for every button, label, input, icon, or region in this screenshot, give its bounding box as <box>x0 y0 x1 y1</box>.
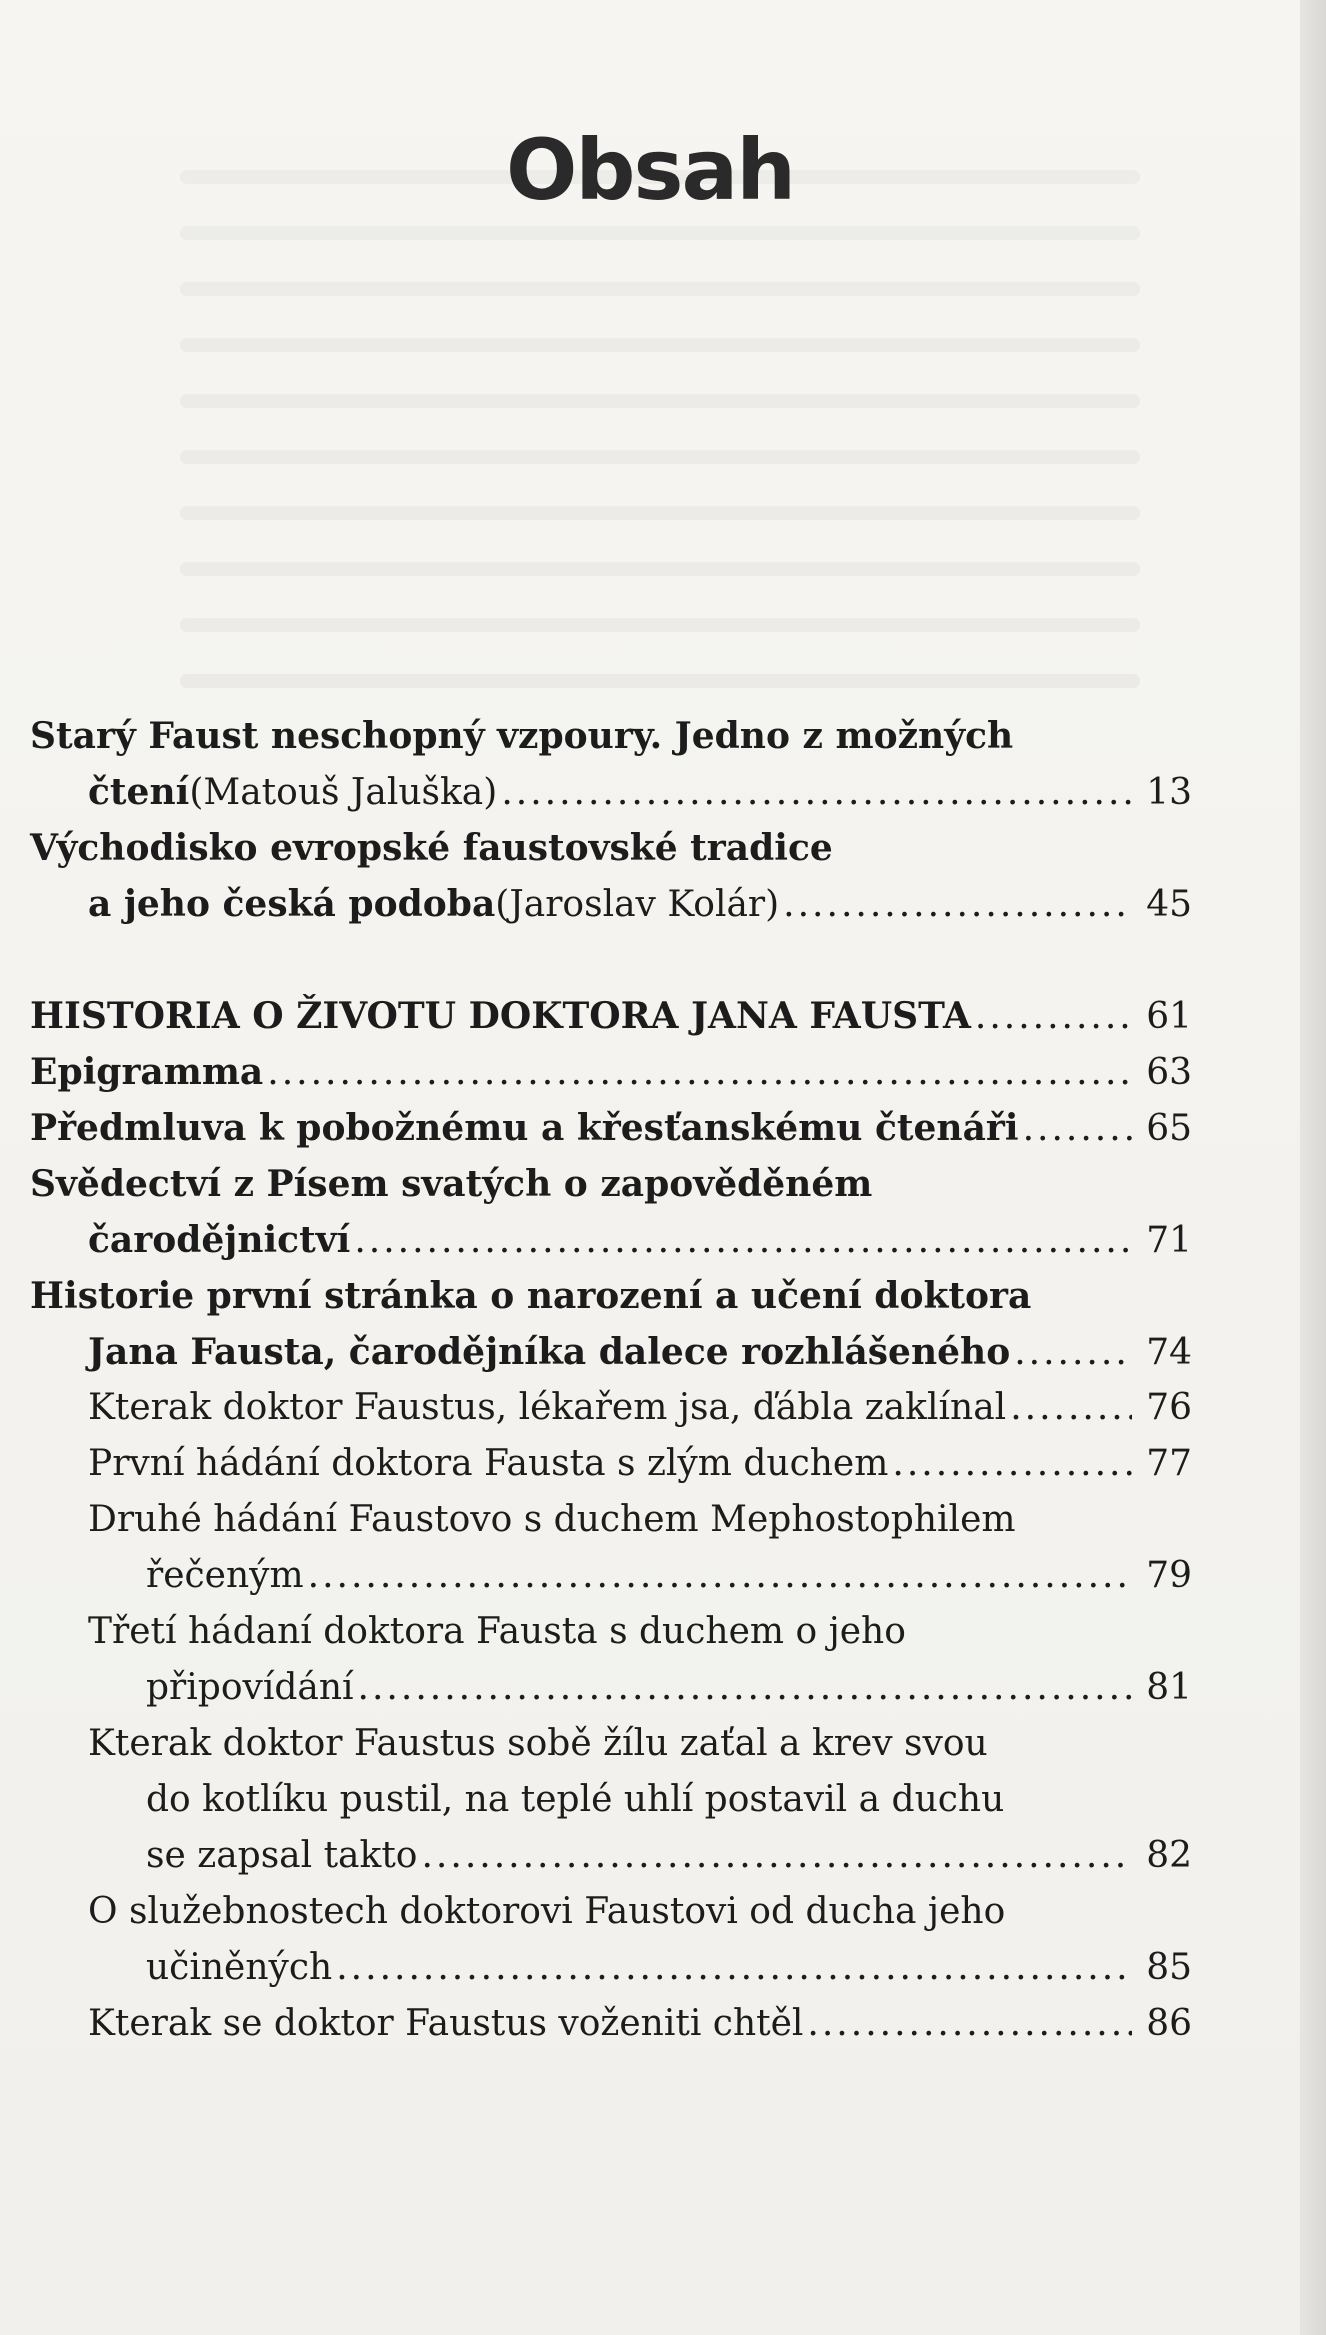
page-number: 79 <box>1146 1555 1192 1596</box>
entry-title: O služebnostech doktorovi Faustovi od ducha jeho <box>88 1891 1006 1932</box>
page-number: 65 <box>1146 1108 1192 1149</box>
page-number: 74 <box>1146 1332 1192 1373</box>
page-edge <box>1300 0 1326 2335</box>
entry-title: Kterak doktor Faustus sobě žílu zaťal a krev svou <box>88 1723 988 1764</box>
entry-title: čarodějnictví <box>88 1219 351 1261</box>
entry-title: Historie první stránka o narození a učení doktora <box>30 1275 1032 1317</box>
page-title: Obsah <box>505 121 795 219</box>
leader-dots <box>501 765 1132 821</box>
entry-title: čtení <box>88 771 190 813</box>
entry-title: Kterak se doktor Faustus voženiti chtěl <box>88 2003 804 2044</box>
entry-title: Třetí hádaní doktora Fausta s duchem o jeho <box>88 1611 906 1652</box>
leader-dots <box>1023 1101 1132 1157</box>
toc-subentry[interactable] <box>30 1604 1192 1716</box>
entry-title: První hádání doktora Fausta s zlým duchem <box>88 1443 889 1484</box>
entry-title: Kterak doktor Faustus, lékařem jsa, ďábla zaklínal <box>88 1387 1007 1428</box>
toc-entry[interactable] <box>30 1268 1192 1380</box>
table-of-contents <box>30 708 1192 2052</box>
page-number: 82 <box>1146 1835 1192 1876</box>
leader-dots <box>336 1940 1132 1996</box>
entry-title: Svědectví z Písem svatých o zapověděném <box>30 1163 873 1205</box>
leader-dots <box>421 1828 1132 1884</box>
leader-dots <box>892 1436 1132 1492</box>
section-gap <box>30 932 1192 988</box>
leader-dots <box>783 877 1132 933</box>
leader-dots <box>1010 1380 1132 1436</box>
entry-title: řečeným <box>146 1555 304 1596</box>
page-number: 63 <box>1146 1052 1192 1093</box>
leader-dots <box>308 1548 1132 1604</box>
entry-title: Jana Fausta, čarodějníka dalece rozhlášeného <box>88 1331 1011 1373</box>
page-number: 71 <box>1146 1220 1192 1261</box>
entry-title: Východisko evropské faustovské tradice <box>30 827 833 869</box>
entry-title: a jeho česká podoba <box>88 883 496 925</box>
entry-title: HISTORIA O ŽIVOTU DOKTORA JANA FAUSTA <box>30 995 971 1037</box>
leader-dots <box>267 1045 1132 1101</box>
page-number: 77 <box>1146 1443 1192 1484</box>
entry-title: připovídání <box>146 1667 354 1708</box>
page-number: 85 <box>1146 1947 1192 1988</box>
entry-title: učiněných <box>146 1947 333 1988</box>
entry-author: (Jaroslav Kolár) <box>495 884 780 925</box>
toc-entry[interactable] <box>30 820 1192 932</box>
leader-dots <box>354 1213 1132 1269</box>
entry-title: Předmluva k pobožnému a křesťanskému čtenáři <box>30 1107 1019 1149</box>
page-number: 81 <box>1146 1667 1192 1708</box>
entry-title: Druhé hádání Faustovo s duchem Mephostophilem <box>88 1499 1016 1540</box>
entry-title: Starý Faust neschopný vzpoury. Jedno z možných <box>30 715 1014 757</box>
entry-title: Epigramma <box>30 1051 264 1093</box>
leader-dots <box>807 1996 1132 2052</box>
toc-entry[interactable] <box>30 1044 1192 1100</box>
page-number: 45 <box>1146 884 1192 925</box>
toc-subentry[interactable] <box>30 1996 1192 2052</box>
entry-author: (Matouš Jaluška) <box>189 772 498 813</box>
leader-dots <box>975 989 1132 1045</box>
toc-subentry[interactable] <box>30 1380 1192 1436</box>
toc-subentry[interactable] <box>30 1436 1192 1492</box>
toc-entry[interactable] <box>30 708 1192 820</box>
toc-entry[interactable] <box>30 1156 1192 1268</box>
entry-title: se zapsal takto <box>146 1835 418 1876</box>
leader-dots <box>1014 1325 1132 1381</box>
page-number: 61 <box>1146 996 1192 1037</box>
entry-title: do kotlíku pustil, na teplé uhlí postavil a duchu <box>146 1779 1005 1820</box>
page-number: 76 <box>1146 1387 1192 1428</box>
toc-entry[interactable] <box>30 988 1192 1044</box>
page-number: 86 <box>1146 2003 1192 2044</box>
leader-dots <box>358 1660 1132 1716</box>
toc-entry[interactable] <box>30 1100 1192 1156</box>
toc-subentry[interactable] <box>30 1716 1192 1884</box>
toc-subentry[interactable] <box>30 1884 1192 1996</box>
toc-subentry[interactable] <box>30 1492 1192 1604</box>
page-number: 13 <box>1146 772 1192 813</box>
